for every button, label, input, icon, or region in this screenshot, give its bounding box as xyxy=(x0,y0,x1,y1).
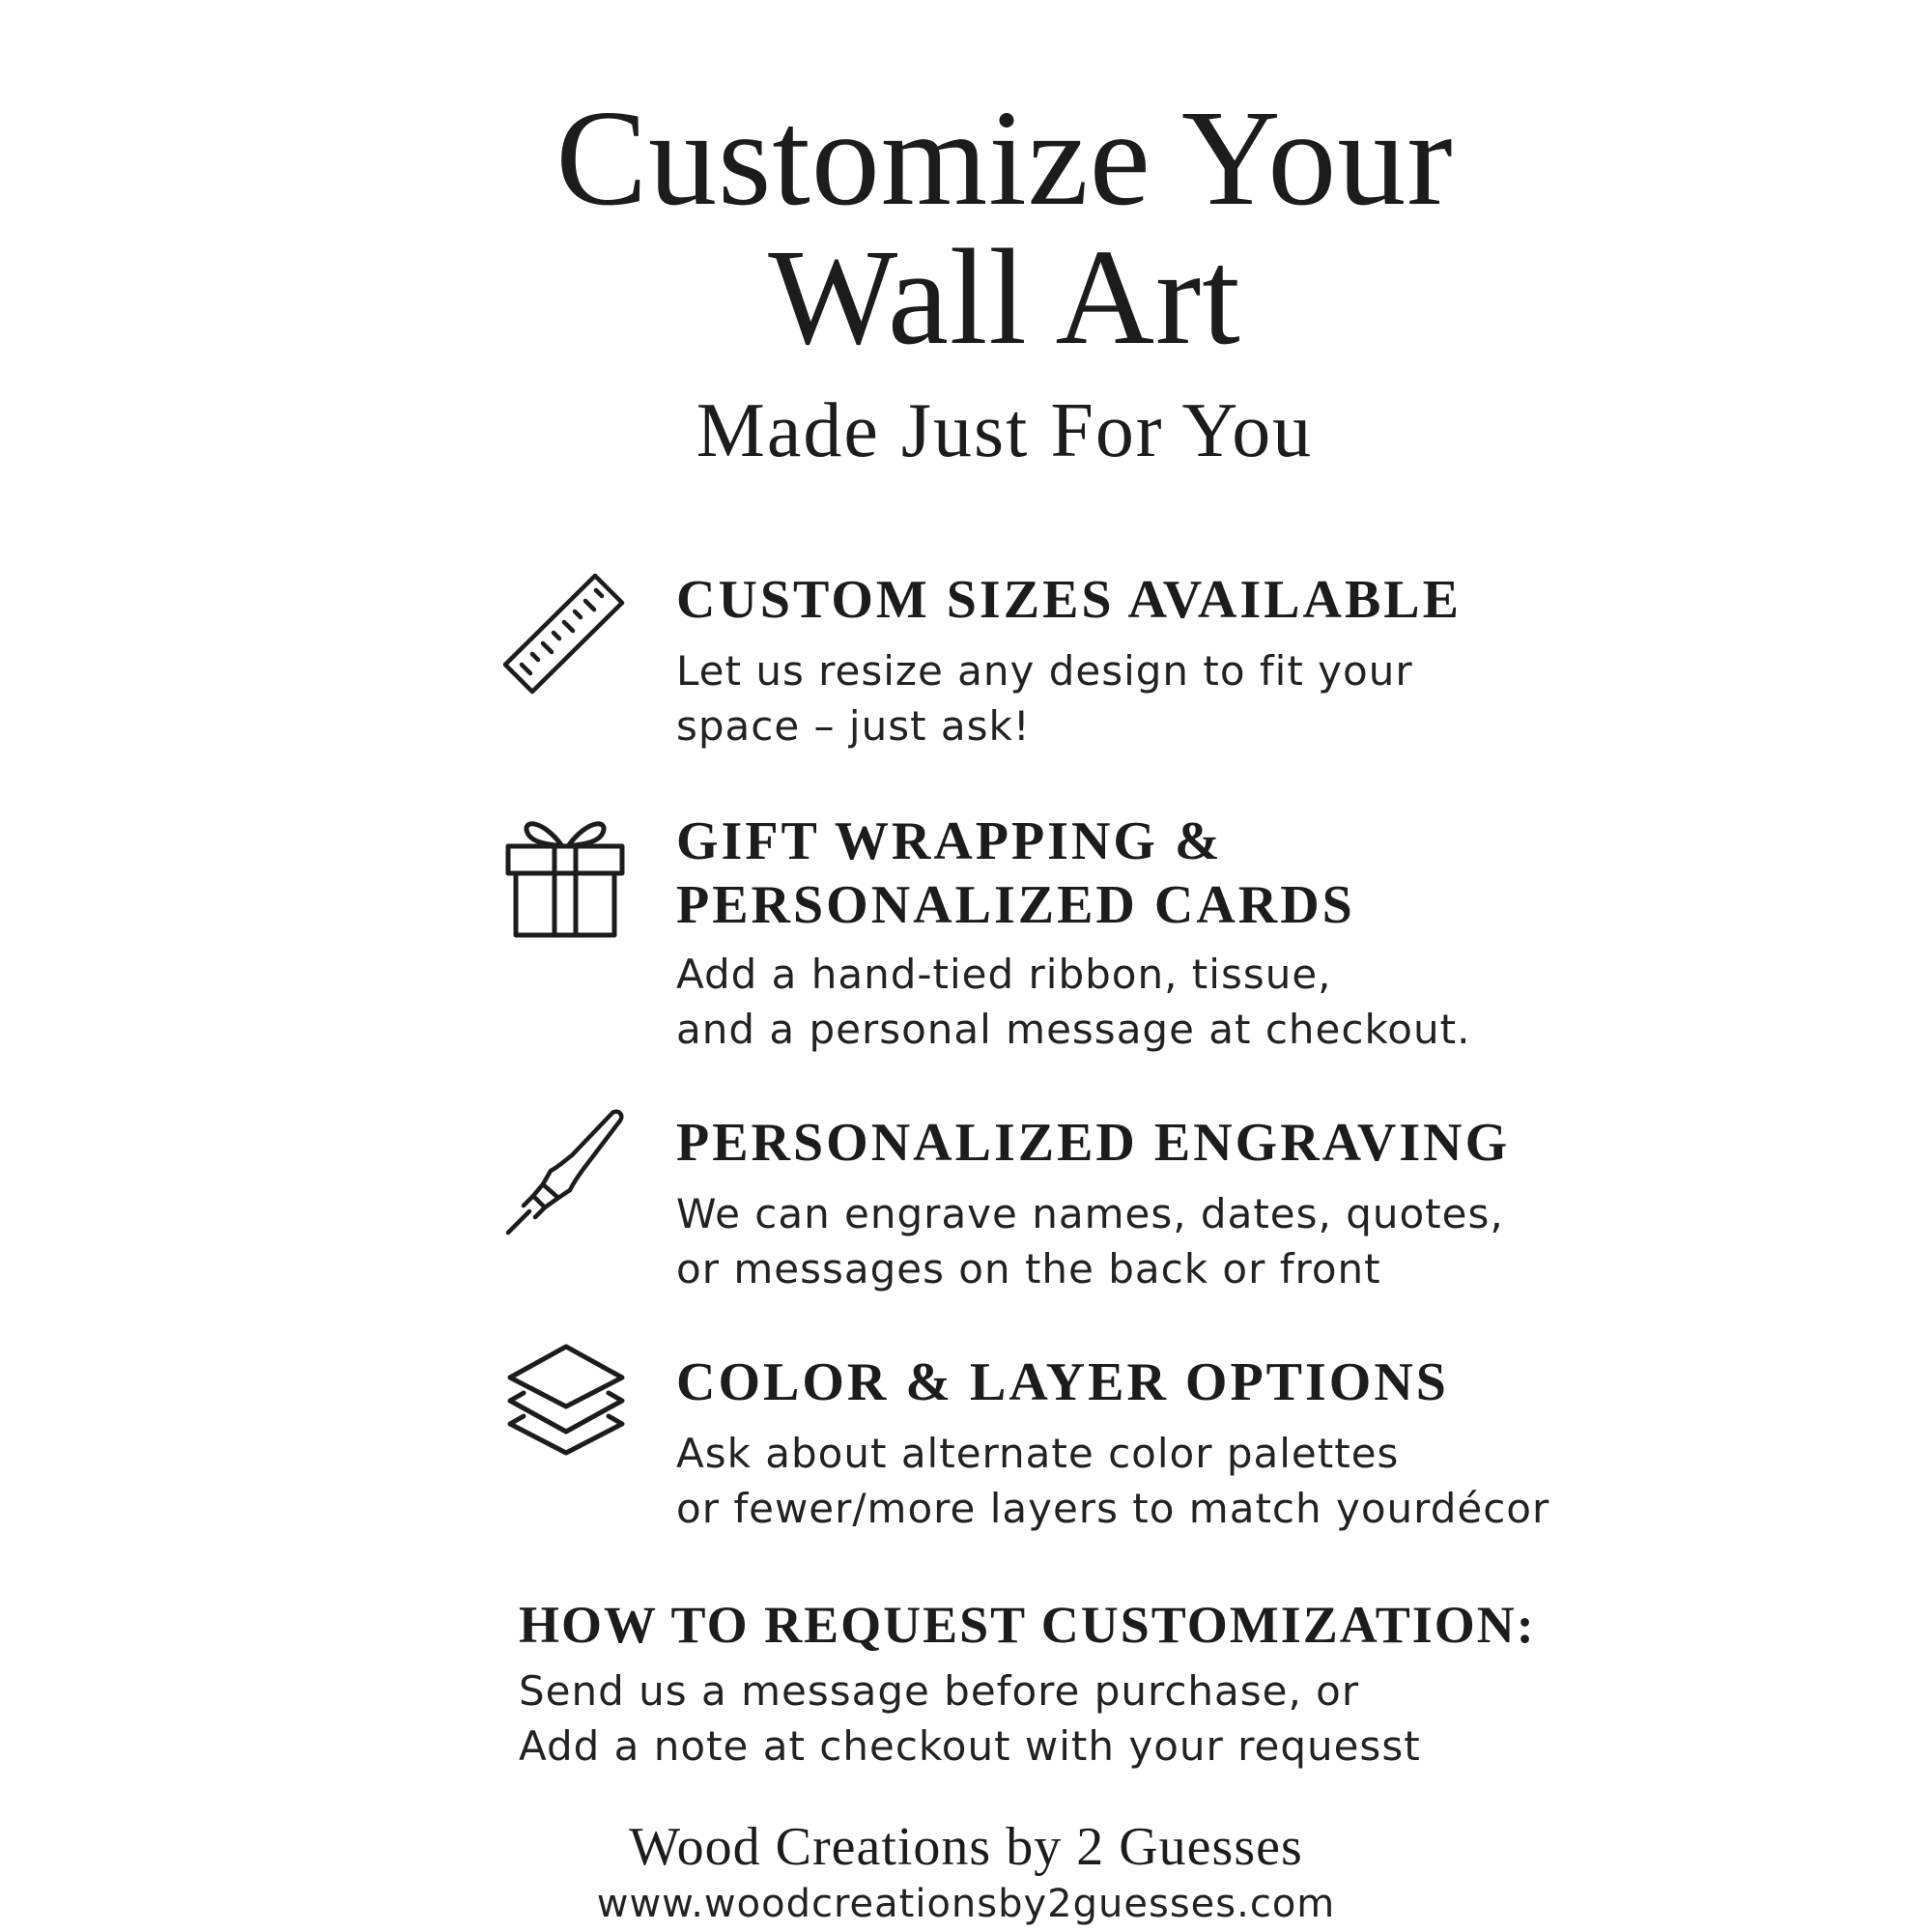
how-to-instructions: Send us a message before purchase, or Add a note at checkout with your requesst xyxy=(519,1667,1421,1770)
gift-icon xyxy=(504,813,626,939)
feature-desc-custom-sizes: Let us resize any design to fit your space – just ask! xyxy=(676,647,1413,750)
website-url: www.woodcreationsby2guesses.com xyxy=(596,1882,1336,1926)
page-subtitle: Made Just For You xyxy=(696,388,1314,473)
feature-title-custom-sizes: CUSTOM SIZES AVAILABLE xyxy=(676,570,1463,630)
feature-title-engraving: PERSONALIZED ENGRAVING xyxy=(676,1113,1511,1173)
how-to-title: HOW TO REQUEST CUSTOMIZATION: xyxy=(519,1596,1536,1654)
layers-icon xyxy=(504,1343,628,1457)
feature-title-gift-wrapping: GIFT WRAPPING & PERSONALIZED CARDS xyxy=(676,811,1355,935)
feature-desc-color-layers: Ask about alternate color palettes or fewer/more layers to match yourdécor xyxy=(676,1430,1550,1532)
engraving-pen-icon xyxy=(504,1107,634,1236)
page-title-line-2: Wall Art xyxy=(768,220,1241,373)
ruler-icon xyxy=(500,572,626,697)
page-title-line-1: Customize Your xyxy=(555,81,1454,234)
feature-title-color-layers: COLOR & LAYER OPTIONS xyxy=(676,1352,1449,1412)
feature-desc-engraving: We can engrave names, dates, quotes, or messages on the back or front xyxy=(676,1190,1504,1293)
feature-desc-gift-wrapping: Add a hand-tied ribbon, tissue, and a personal message at checkout. xyxy=(676,951,1471,1053)
brand-name: Wood Creations by 2 Guesses xyxy=(629,1817,1303,1877)
